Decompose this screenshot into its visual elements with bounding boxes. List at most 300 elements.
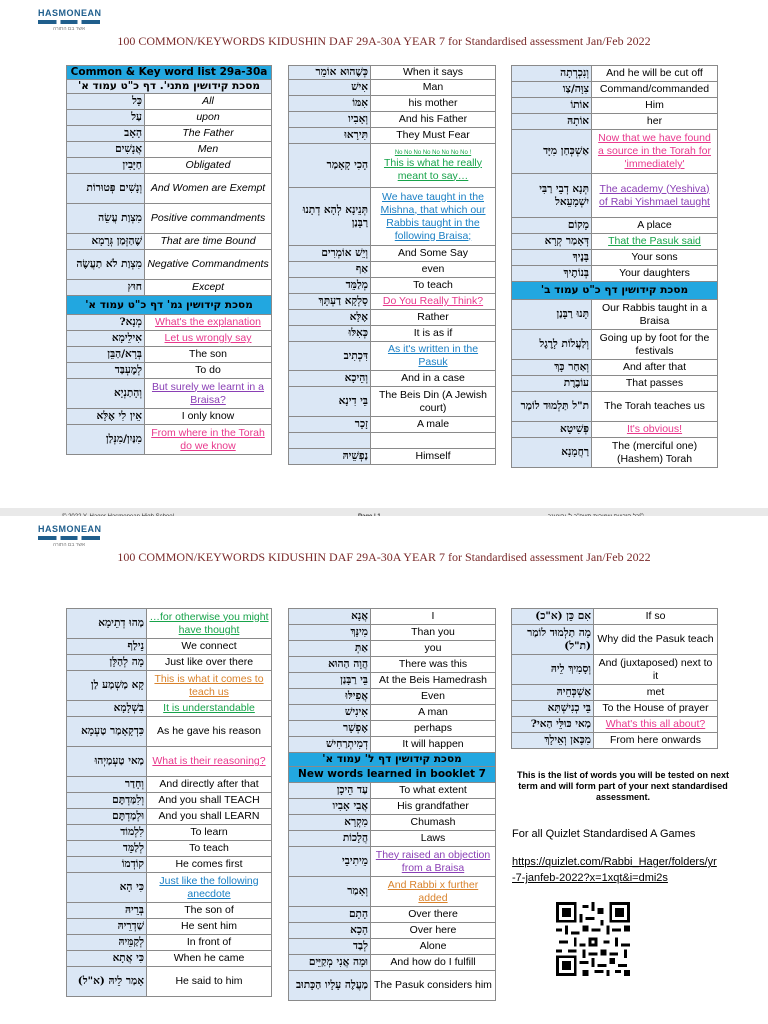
english-translation: [371, 847, 496, 877]
hebrew-term: מָקוֹם: [512, 218, 592, 234]
table-row: [67, 639, 272, 655]
translation-text: Do You Really Think?: [382, 295, 484, 307]
new-words-header: [289, 767, 496, 783]
daf-29b-header: [512, 282, 718, 300]
english-translation: [145, 425, 272, 455]
english-translation: [371, 310, 496, 326]
table-row: [289, 939, 496, 955]
table-row: [512, 330, 718, 360]
table-row: [512, 655, 718, 685]
hebrew-term: אוֹתוֹ: [512, 98, 592, 114]
table-row: [67, 919, 272, 935]
hebrew-term: הֲלָכוֹת: [289, 831, 371, 847]
hebrew-term: וְאָבִיו: [289, 112, 371, 128]
daf-29b-header-text: מסכת קידושין דף כ"ט עמוד ב': [512, 282, 718, 300]
word-table-1: [66, 65, 272, 455]
translation-text: When it says: [402, 66, 464, 78]
table-row: [512, 300, 718, 330]
qr-code-icon[interactable]: [556, 902, 630, 976]
english-translation: [147, 671, 272, 701]
translation-text: And directly after that: [159, 778, 259, 790]
table-row: [67, 425, 272, 455]
table-row: [289, 310, 496, 326]
table-row: [67, 110, 272, 126]
hebrew-term: בֵּי רַבָּנַן: [289, 673, 371, 689]
quizlet-link[interactable]: https://quizlet.com/Rabbi_Hager/folders/yr-7-janfeb-2022?x=1xqt&i=dmi2s: [512, 856, 717, 884]
translation-text: Chumash: [410, 816, 456, 828]
translation-text: To what extent: [399, 784, 467, 796]
table-row: [289, 721, 496, 737]
table-row: [289, 625, 496, 641]
table-row: [289, 188, 496, 246]
english-translation: [592, 218, 718, 234]
table-row: [289, 907, 496, 923]
translation-text: you: [424, 642, 442, 654]
list-header: [67, 66, 272, 80]
english-translation: [371, 907, 496, 923]
table-row: [512, 701, 718, 717]
hebrew-term: כִּי הָא: [67, 873, 147, 903]
hebrew-term: דְמִיתְרַחִישׁ: [289, 737, 371, 753]
gemara-header: [67, 296, 272, 315]
table-row: [67, 747, 272, 777]
hebrew-term: וְלַעֲלוֹת לָרֶגֶל: [512, 330, 592, 360]
table-row: [289, 783, 496, 799]
translation-text: What is their reasoning?: [152, 755, 266, 767]
translation-text: And Women are Exempt: [150, 182, 266, 194]
table-row: [289, 705, 496, 721]
hebrew-term: מְנָא?: [67, 315, 145, 331]
hebrew-term: אֲנָא: [289, 609, 371, 625]
translation-text: They Must Fear: [396, 129, 470, 141]
table-row: [67, 935, 272, 951]
table-row: [512, 66, 718, 82]
logo-name: HASMONEAN: [38, 524, 102, 534]
translation-text: This is what it comes to teach us: [154, 672, 264, 698]
hebrew-term: אִישׁ: [289, 80, 371, 96]
english-translation: [371, 188, 496, 246]
table-row: [67, 655, 272, 671]
translation-text: They raised an objection from a Braisa: [375, 848, 491, 874]
table-row: [67, 409, 272, 425]
translation-text: To the House of prayer: [602, 702, 709, 714]
translation-text: Positive commandments: [150, 212, 266, 224]
table-row: [512, 114, 718, 130]
daf-30a-header: [289, 753, 496, 767]
english-translation: [147, 701, 272, 717]
translation-text: I only know: [181, 410, 235, 422]
translation-text: Man: [422, 81, 444, 93]
english-translation: [145, 158, 272, 174]
english-translation: [147, 777, 272, 793]
hebrew-term: הָכָא: [289, 923, 371, 939]
translation-text: When he came: [173, 952, 245, 964]
english-translation: [371, 326, 496, 342]
translation-text: perhaps: [414, 722, 452, 734]
daf-30a-header-text: מסכת קידושין דף ל' עמוד א': [289, 753, 496, 767]
translation-text: What's the explanation: [155, 316, 261, 328]
english-translation: [592, 360, 718, 376]
table-row: [512, 685, 718, 701]
english-translation: [371, 449, 496, 465]
hebrew-term: בְּרֵיהּ: [67, 903, 147, 919]
hebrew-term: אֶפְשָׁר: [289, 721, 371, 737]
hebrew-term: אֲפִילּוּ: [289, 689, 371, 705]
english-translation: [592, 376, 718, 392]
english-translation: [145, 142, 272, 158]
english-translation: [145, 174, 272, 204]
english-translation: [145, 204, 272, 234]
english-translation: [145, 347, 272, 363]
quizlet-label: For all Quizlet Standardised A Games: [512, 828, 696, 840]
table-row: [512, 360, 718, 376]
table-row: [289, 815, 496, 831]
translation-text: To do: [195, 364, 221, 376]
english-translation: [145, 363, 272, 379]
hebrew-term: הָאָב: [67, 126, 145, 142]
hebrew-term: מַאי טַעְמַיְהוּ: [67, 747, 147, 777]
translation-text: The (merciful one) (Hashem) Torah: [611, 439, 698, 465]
table-row: [289, 294, 496, 310]
table-row: [289, 66, 496, 80]
english-translation: [371, 877, 496, 907]
table-row: [67, 841, 272, 857]
hebrew-term: אִילֵימָא: [67, 331, 145, 347]
hebrew-term: תָּנוּ רַבָּנַן: [512, 300, 592, 330]
table-row: [512, 82, 718, 98]
hebrew-term: מַהוּ דְתֵימָא: [67, 609, 147, 639]
table-row: [67, 671, 272, 701]
table-row: [512, 218, 718, 234]
table-row: [512, 234, 718, 250]
hebrew-term: שַׁדְרֵיהּ: [67, 919, 147, 935]
table-row: [67, 280, 272, 296]
translation-text: But surely we learnt in a Braisa?: [151, 380, 265, 406]
english-translation: [145, 331, 272, 347]
translation-text: And his Father: [398, 113, 468, 125]
english-translation: [371, 112, 496, 128]
hebrew-term: הֲוָה הַהוּא: [289, 657, 371, 673]
translation-text: From where in the Torah do we know: [151, 426, 265, 452]
hebrew-term: מָה תַלְמוּד לוֹמַר (ת"ל): [512, 625, 594, 655]
hebrew-term: קָא מַשְׁמַע לַן: [67, 671, 147, 701]
logo-menorah-icon: [38, 536, 100, 540]
english-translation: [371, 66, 496, 80]
table-row: [67, 347, 272, 363]
table-row: [289, 246, 496, 262]
english-translation: [147, 873, 272, 903]
table-row: [512, 733, 718, 749]
hebrew-term: נַפְשֵׁיהּ: [289, 449, 371, 465]
translation-text: At the Beis Hamedrash: [379, 674, 487, 686]
hebrew-term: לִלְמוֹד: [67, 825, 147, 841]
hebrew-term: צִוָּה/צַו: [512, 82, 592, 98]
english-translation: [145, 379, 272, 409]
english-translation: [371, 783, 496, 799]
translation-text: The Father: [182, 127, 234, 139]
hebrew-term: וְהָתַנְיָא: [67, 379, 145, 409]
hebrew-term: בִּשְׁלָמָא: [67, 701, 147, 717]
english-translation: [594, 685, 718, 701]
hebrew-term: לְבַד: [289, 939, 371, 955]
english-translation: [371, 815, 496, 831]
table-row: [67, 857, 272, 873]
table-row: [289, 128, 496, 144]
table-row: [512, 130, 718, 174]
english-translation: [145, 280, 272, 296]
gemara-header-text: מסכת קידושין גמ' דף כ"ט עמוד א': [67, 296, 272, 315]
hebrew-term: בְּנוֹתֶיךָ: [512, 266, 592, 282]
table-row: [289, 847, 496, 877]
english-translation: [371, 657, 496, 673]
translation-text: It is as if: [413, 327, 453, 339]
table-row: [67, 793, 272, 809]
translation-prefix: No No No No No No No No !: [394, 149, 472, 156]
translation-text: His grandfather: [397, 800, 469, 812]
english-translation: [147, 655, 272, 671]
hebrew-term: עַד הֵיכָן: [289, 783, 371, 799]
hebrew-term: עַל: [67, 110, 145, 126]
table-row: [67, 126, 272, 142]
translation-text: And he will be cut off: [606, 67, 703, 79]
english-translation: [147, 903, 272, 919]
table-row: [67, 363, 272, 379]
logo-tagline: אשר בם התורה: [52, 26, 86, 32]
table-row: [512, 174, 718, 218]
table-row: [289, 831, 496, 847]
english-translation: [145, 250, 272, 280]
english-translation: [592, 234, 718, 250]
translation-text: Now that we have found a source in the Torah for 'immediately': [597, 132, 712, 170]
hebrew-term: כְּשֶׁהוּא אוֹמֵר: [289, 66, 371, 80]
english-translation: [147, 609, 272, 639]
table-row: [289, 689, 496, 705]
translation-text: A male: [416, 418, 450, 430]
new-words-header-text: New words learned in booklet 7: [289, 767, 496, 783]
table-row: [289, 80, 496, 96]
table-row: [289, 433, 496, 449]
hebrew-term: כִּי אֲתָא: [67, 951, 147, 967]
hebrew-term: לְלַמֵּד: [67, 841, 147, 857]
hebrew-term: אִם כֵּן (א"כ): [512, 609, 594, 625]
english-translation: [371, 923, 496, 939]
page-title: 100 COMMON/KEYWORDS KIDUSHIN DAF 29A-30A YEAR 7 for Standardised assessment Jan/Feb 2022: [117, 550, 651, 564]
translation-text: Men: [197, 143, 219, 155]
translation-text: The son of: [184, 904, 234, 916]
table-row: [67, 951, 272, 967]
table-row: [289, 96, 496, 112]
table-row: [67, 331, 272, 347]
translation-text: All: [202, 95, 214, 107]
english-translation: [147, 857, 272, 873]
logo-name: HASMONEAN: [38, 8, 102, 18]
english-translation: [592, 98, 718, 114]
english-translation: [371, 371, 496, 387]
english-translation: [371, 625, 496, 641]
translation-text: That the Pasuk said: [608, 235, 701, 247]
english-translation: [371, 342, 496, 371]
hebrew-term: מִצְוַת עֲשֵׂה: [67, 204, 145, 234]
mishna-header-text: מסכת קידושין מתני'. דף כ"ט עמוד א': [67, 80, 272, 94]
logo-tagline: אשר בם התורה: [52, 542, 86, 548]
hebrew-term: נֵילַף: [67, 639, 147, 655]
table-row: [512, 422, 718, 438]
hebrew-term: וְאָמַר: [289, 877, 371, 907]
english-translation: [371, 971, 496, 1001]
table-row: [289, 877, 496, 907]
english-translation: [592, 300, 718, 330]
translation-text: Rather: [417, 311, 449, 323]
translation-text: As it's written in the Pasuk: [387, 343, 479, 368]
english-translation: [371, 294, 496, 310]
logo-menorah-icon: [38, 20, 100, 24]
table-row: [512, 376, 718, 392]
table-row: [67, 174, 272, 204]
translation-text: Him: [645, 99, 664, 111]
english-translation: [592, 392, 718, 422]
table-row: [289, 609, 496, 625]
translation-text: To teach: [413, 279, 453, 291]
hebrew-term: וְהֵיכָא: [289, 371, 371, 387]
hebrew-term: קוֹדְמוֹ: [67, 857, 147, 873]
translation-text: As he gave his reason: [157, 725, 261, 737]
table-row: [512, 266, 718, 282]
table-row: [289, 278, 496, 294]
english-translation: [371, 689, 496, 705]
english-translation: [145, 234, 272, 250]
english-translation: [147, 841, 272, 857]
table-row: [512, 98, 718, 114]
table-row: [67, 777, 272, 793]
english-translation: [371, 609, 496, 625]
translation-text: Alone: [419, 940, 447, 952]
table-row: [289, 673, 496, 689]
table-row: [289, 371, 496, 387]
translation-text: Over there: [408, 908, 458, 920]
english-translation: [147, 639, 272, 655]
english-translation: [147, 919, 272, 935]
hebrew-term: אַתְּ: [289, 641, 371, 657]
translation-text: What's this all about?: [605, 718, 706, 730]
english-translation: [371, 262, 496, 278]
table-row: [289, 144, 496, 188]
translation-text: Just like over there: [164, 656, 254, 668]
hebrew-term: בֵּי דִינָא: [289, 387, 371, 417]
english-translation: [371, 417, 496, 433]
translation-text: The Beis Din (A Jewish court): [379, 388, 487, 414]
translation-text: …for otherwise you might have thought: [149, 610, 269, 636]
mishna-header: [67, 80, 272, 94]
translation-text: even: [421, 263, 445, 275]
translation-text: Negative Commandments: [147, 258, 269, 270]
english-translation: [145, 126, 272, 142]
translation-text: From here onwards: [609, 734, 702, 746]
english-translation: [371, 278, 496, 294]
translation-text: Why did the Pasuk teach: [597, 633, 714, 645]
english-translation: [147, 717, 272, 747]
hebrew-term: אִינִישׁ: [289, 705, 371, 721]
translation-text: He sent him: [180, 920, 238, 932]
table-row: [289, 641, 496, 657]
table-row: [67, 158, 272, 174]
english-translation: [371, 831, 496, 847]
table-row: [67, 701, 272, 717]
table-row: [67, 609, 272, 639]
english-translation: [594, 717, 718, 733]
hebrew-term: אַשְׁכְּחֵיהּ: [512, 685, 594, 701]
hebrew-term: אֶלָּא: [289, 310, 371, 326]
table-row: [289, 955, 496, 971]
translation-text: Even: [421, 690, 445, 702]
translation-text: We have taught in the Mishna, that which our Rabbis taught in the following Braisa;: [380, 190, 486, 242]
translation-text: We connect: [181, 640, 237, 652]
hebrew-term: עוֹבֶרֶת: [512, 376, 592, 392]
table-row: [67, 250, 272, 280]
table-row: [512, 625, 718, 655]
hebrew-term: מִקְרָא: [289, 815, 371, 831]
translation-text: Himself: [415, 450, 451, 462]
translation-text: It's obvious!: [626, 423, 683, 435]
hebrew-term: וְסָמִיךְ לֵיהּ: [512, 655, 594, 685]
english-translation: [592, 66, 718, 82]
translation-text: her: [646, 115, 663, 127]
hebrew-term: אֲנָשִׁים: [67, 142, 145, 158]
hebrew-term: דְּאָמַר קְרָא: [512, 234, 592, 250]
hebrew-term: וְחָדַר: [67, 777, 147, 793]
table-row: [512, 438, 718, 468]
hebrew-term: סָלְקָא דַעְתָּךְ: [289, 294, 371, 310]
translation-text: This is what he really meant to say…: [383, 156, 483, 182]
english-translation: [147, 967, 272, 997]
page-1: [0, 0, 768, 508]
translation-text: upon: [196, 111, 220, 123]
translation-text: The Torah teaches us: [604, 400, 705, 412]
hebrew-term: וְיֵשׁ אוֹמְרִים: [289, 246, 371, 262]
table-row: [67, 234, 272, 250]
translation-text: And you shall TEACH: [158, 794, 260, 806]
english-translation: [592, 438, 718, 468]
word-table-6: [511, 608, 718, 749]
english-translation: [594, 625, 718, 655]
english-translation: [371, 641, 496, 657]
translation-text: And in a case: [401, 372, 465, 384]
hebrew-term: דִּכְתִיב: [289, 342, 371, 371]
translation-text: A place: [637, 219, 672, 231]
translation-text: The academy (Yeshiva) of Rabi Yishmael taught: [599, 182, 710, 208]
english-translation: [147, 747, 272, 777]
english-translation: [147, 935, 272, 951]
table-row: [289, 657, 496, 673]
english-translation: [594, 609, 718, 625]
hebrew-term: ת"ל תַּלְמוּד לוֹמַר: [512, 392, 592, 422]
table-row: [289, 262, 496, 278]
table-row: [289, 326, 496, 342]
word-table-3: [511, 65, 718, 468]
english-translation: [371, 955, 496, 971]
translation-text: Our Rabbis taught in a Braisa: [601, 301, 708, 327]
page-title: 100 COMMON/KEYWORDS KIDUSHIN DAF 29A-30A YEAR 7 for Standardised assessment Jan/Feb 2022: [117, 34, 651, 48]
translation-text: Command/commanded: [599, 83, 710, 95]
table-row: [289, 387, 496, 417]
hebrew-term: אוֹתָהּ: [512, 114, 592, 130]
english-translation: [592, 266, 718, 282]
hebrew-term: בָּנֶיךָ: [512, 250, 592, 266]
hebrew-term: חוּץ: [67, 280, 145, 296]
word-table-5: [288, 608, 496, 1001]
translation-text: Your sons: [631, 251, 678, 263]
translation-text: Let us wrongly say: [164, 332, 252, 344]
hebrew-term: רַחֲמָנָא: [512, 438, 592, 468]
